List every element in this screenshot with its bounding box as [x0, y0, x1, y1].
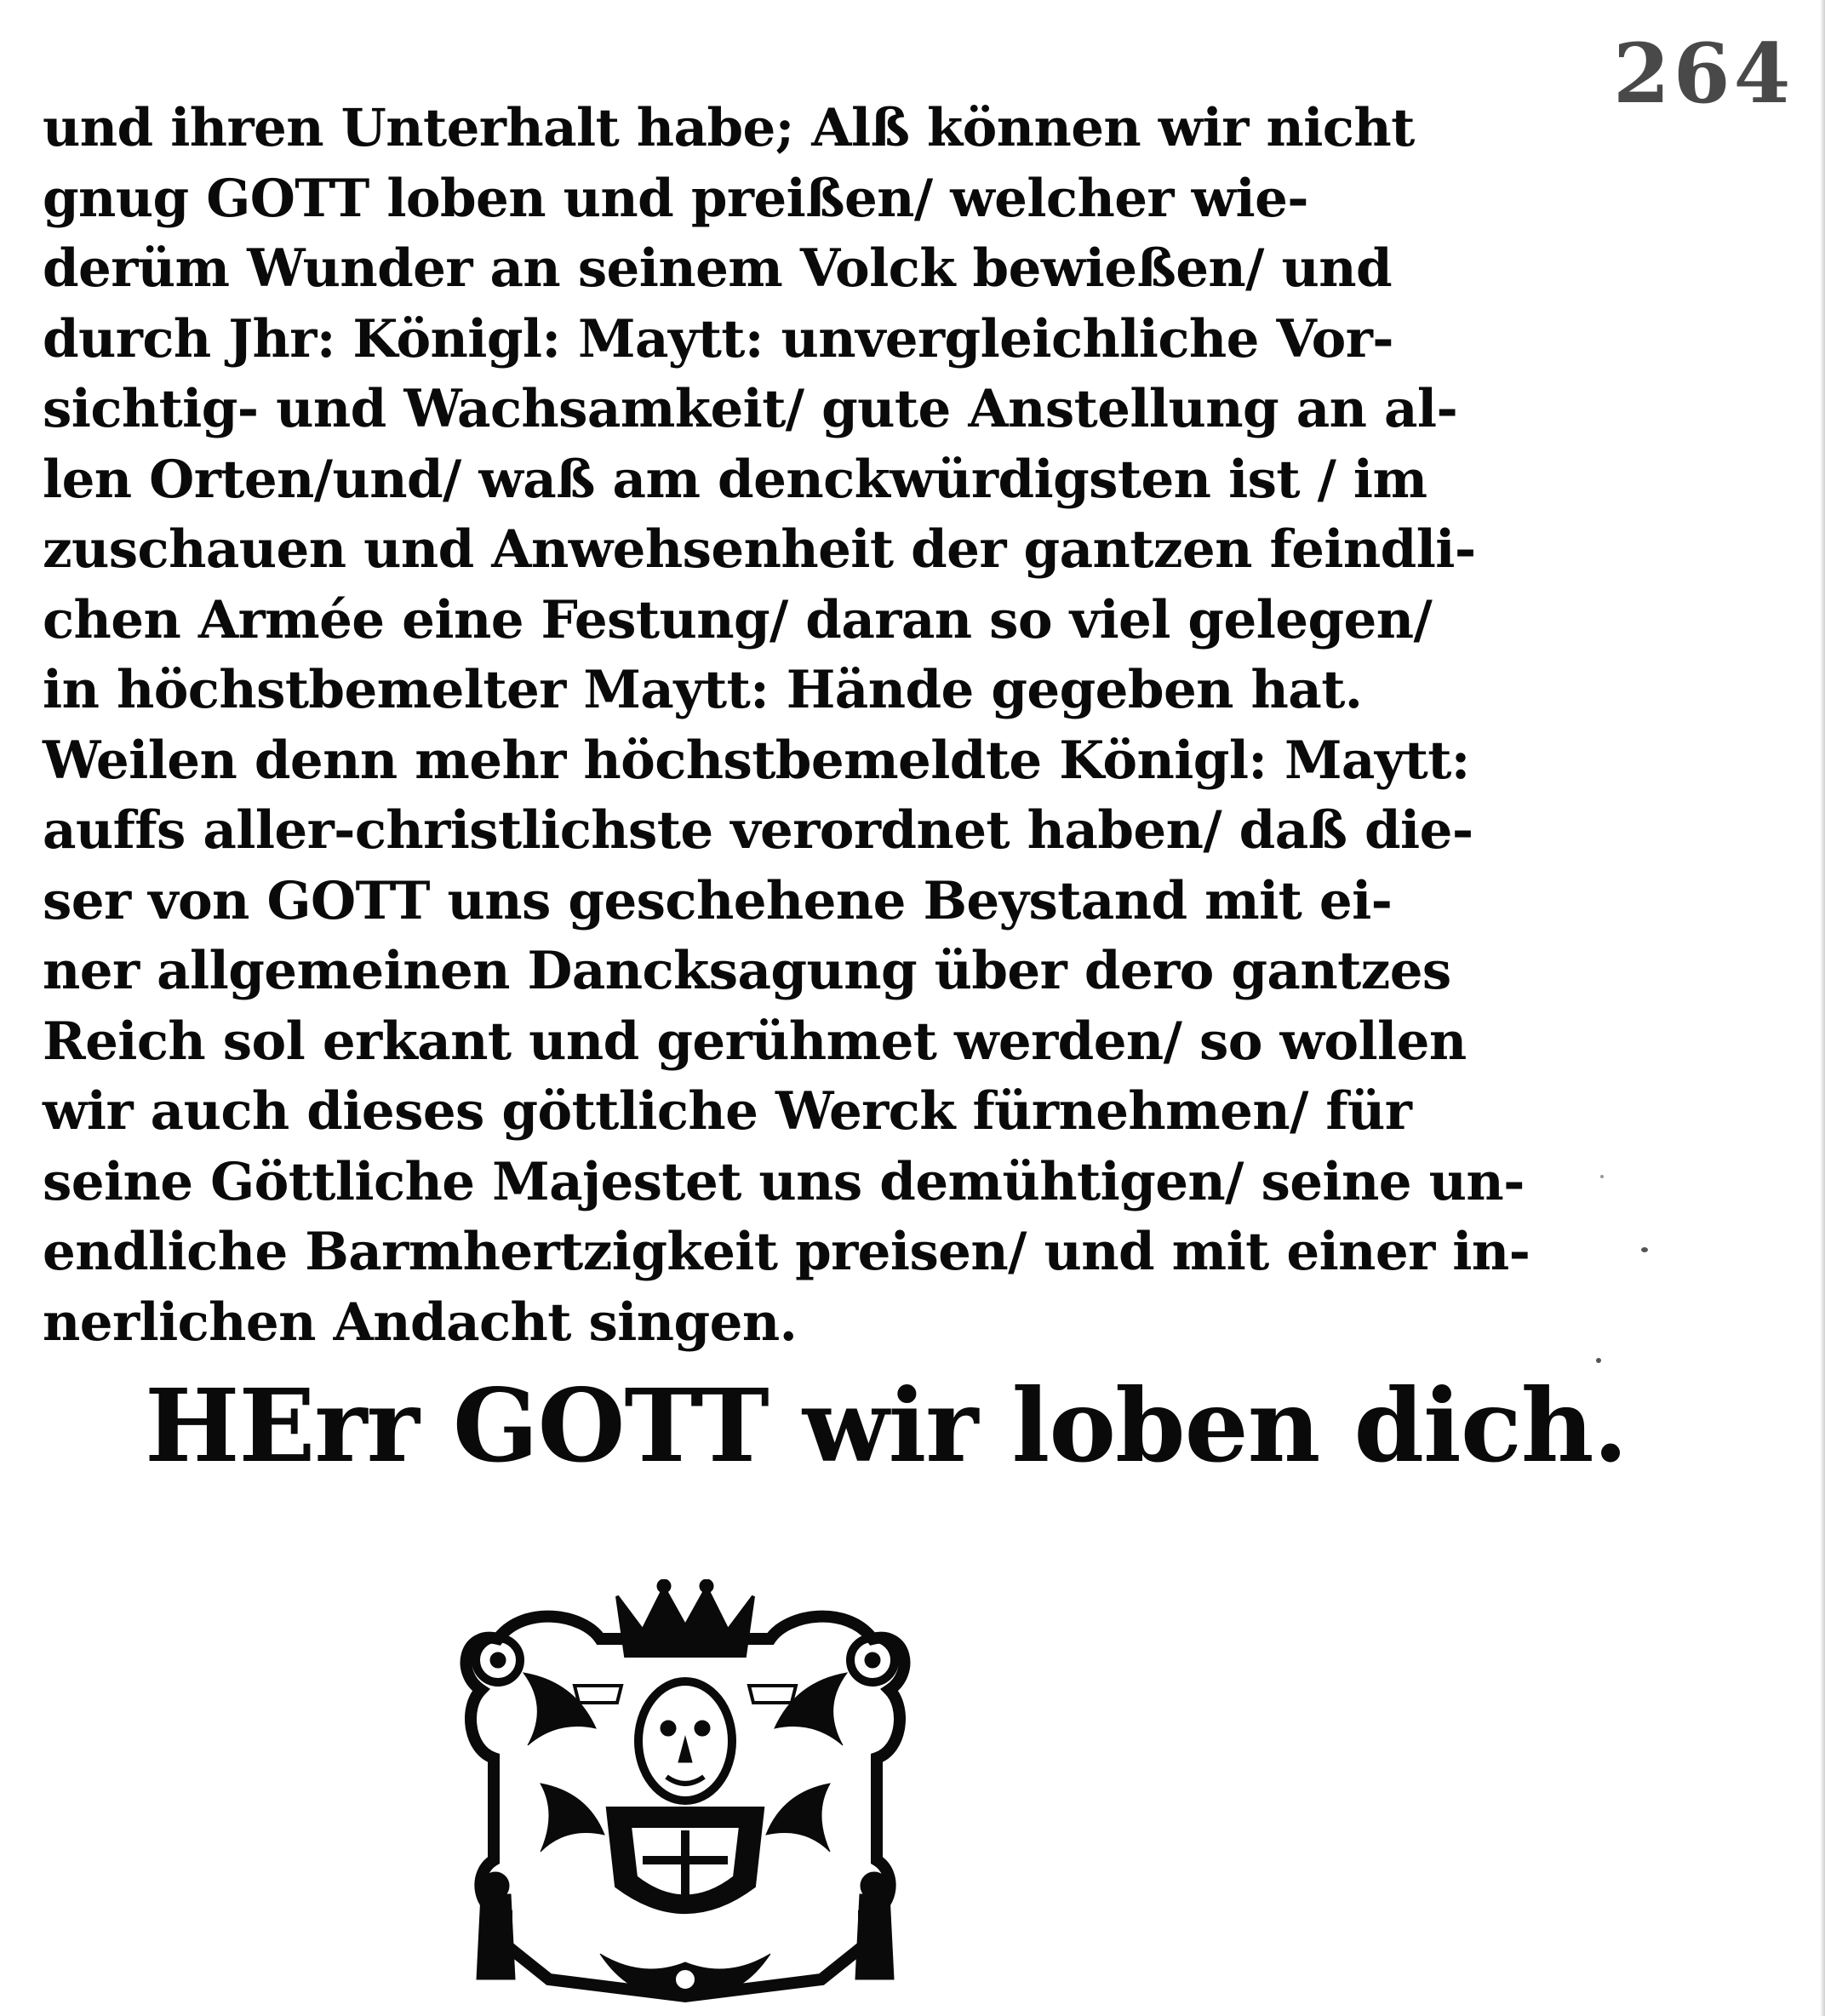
- text-line: nerlichen Andacht singen.: [43, 1292, 798, 1353]
- text-line: und ihren Unterhalt habe; Alß können wir nicht: [43, 98, 1415, 158]
- text-line: sichtig- und Wachsamkeit/ gute Anstellung an al-: [43, 379, 1458, 439]
- text-line: chen Armée eine Festung/ daran so viel gelegen/: [43, 589, 1433, 650]
- text-line: gnug GOTT loben und preißen/ welcher wie-: [43, 168, 1308, 229]
- paper-speck: [1596, 1358, 1601, 1363]
- text-line: wir auch dieses göttliche Werck fürnehmen/ für: [43, 1081, 1412, 1142]
- text-line: ser von GOTT uns geschehene Beystand mit ei-: [43, 870, 1393, 931]
- baroque-ornament-icon: [447, 1579, 924, 2005]
- page-number: 264: [1613, 26, 1794, 122]
- text-line: durch Jhr: Königl: Maytt: unvergleichliche Vor-: [43, 308, 1393, 369]
- text-line: auffs aller-christlichste verordnet haben/ daß die-: [43, 800, 1473, 861]
- text-line: in höchstbemelter Maytt: Hände gegeben hat.: [43, 660, 1363, 720]
- text-line: derüm Wunder an seinem Volck bewießen/ und: [43, 238, 1393, 299]
- text-line: ner allgemeinen Dancksagung über dero gantzes: [43, 941, 1451, 1001]
- paper-speck: [1641, 1247, 1648, 1252]
- body-paragraph: [43, 94, 1530, 1358]
- paper-speck: [1600, 1175, 1604, 1178]
- scan-edge: [1820, 0, 1825, 2016]
- hymn-title: HErr GOTT wir loben dich.: [145, 1366, 1628, 1485]
- text-line: zuschauen und Anwehsenheit der gantzen feindli-: [43, 519, 1476, 580]
- text-line: endliche Barmhertzigkeit preisen/ und mit einer in-: [43, 1222, 1530, 1282]
- text-line: Reich sol erkant und gerühmet werden/ so wollen: [43, 1011, 1467, 1072]
- text-line: len Orten/und/ waß am denckwürdigsten ist / im: [43, 449, 1427, 510]
- text-line: seine Göttliche Majestet uns demühtigen/ seine un-: [43, 1151, 1525, 1212]
- text-line: Weilen denn mehr höchstbemeldte Königl: Maytt:: [43, 730, 1470, 791]
